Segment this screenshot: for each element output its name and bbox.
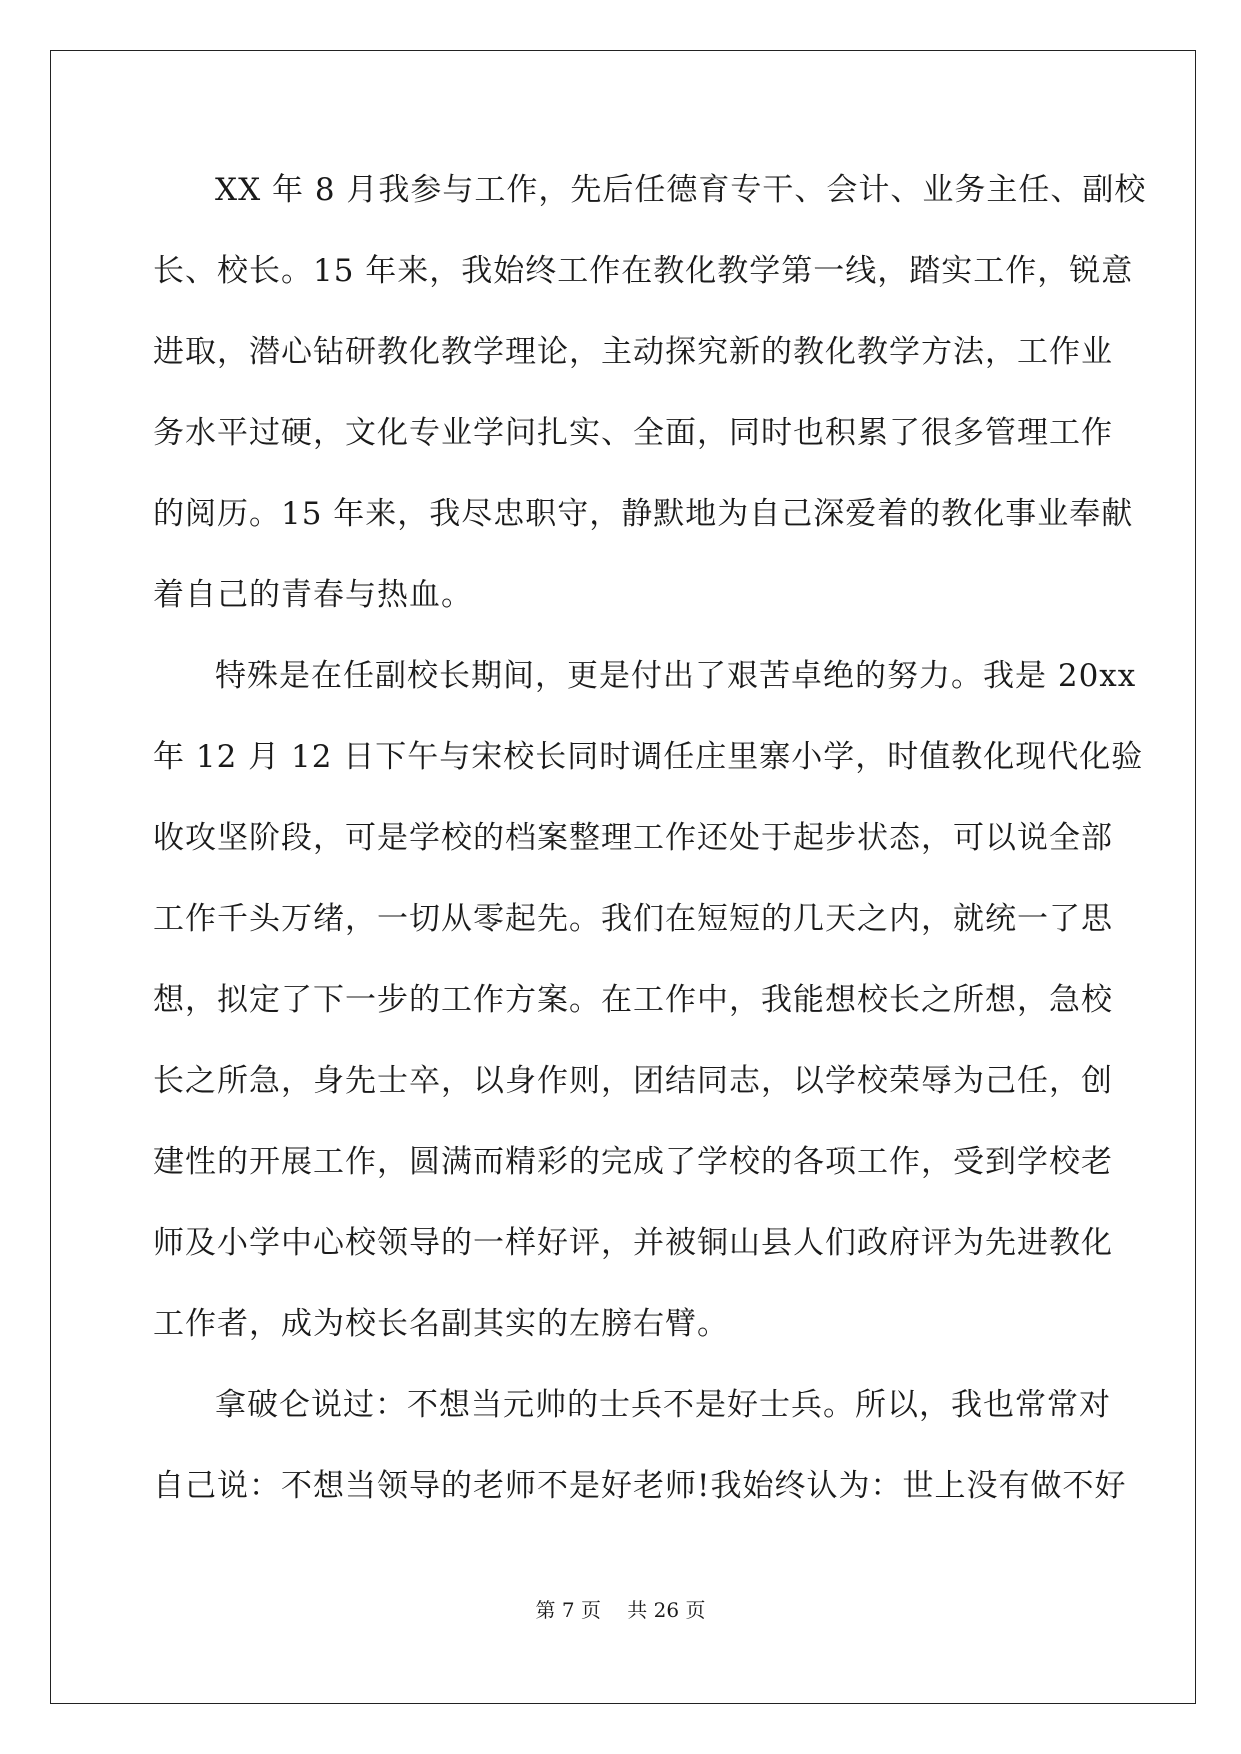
text-line: XX 年 8 月我参与工作，先后任德育专干、会计、业务主任、副校 [215, 172, 1147, 208]
text-line: 拿破仑说过：不想当元帅的士兵不是好士兵。所以，我也常常对 [215, 1387, 1111, 1423]
text-line: 收攻坚阶段，可是学校的档案整理工作还处于起步状态，可以说全部 [153, 820, 1113, 856]
paragraph-2 [153, 646, 1144, 1375]
text-line: 着自己的青春与热血。 [153, 577, 473, 613]
text-line: 务水平过硬，文化专业学问扎实、全面，同时也积累了很多管理工作 [153, 415, 1113, 451]
text-line: 工作千头万绪，一切从零起先。我们在短短的几天之内，就统一了思 [153, 901, 1113, 937]
text-line: 的阅历。15 年来，我尽忠职守，静默地为自己深爱着的教化事业奉献 [153, 496, 1134, 532]
text-line: 师及小学中心校领导的一样好评，并被铜山县人们政府评为先进教化 [153, 1225, 1113, 1261]
paragraph-3 [153, 1375, 1127, 1537]
text-line: 自己说：不想当领导的老师不是好老师!我始终认为：世上没有做不好 [153, 1468, 1127, 1504]
text-line: 长之所急，身先士卒，以身作则，团结同志，以学校荣辱为己任，创 [153, 1063, 1113, 1099]
text-line: 年 12 月 12 日下午与宋校长同时调任庄里寨小学，时值教化现代化验 [153, 739, 1144, 775]
text-line: 进取，潜心钻研教化教学理论，主动探究新的教化教学方法，工作业 [153, 334, 1113, 370]
text-line: 工作者，成为校长名副其实的左膀右臂。 [153, 1306, 729, 1342]
paragraph-1 [153, 160, 1147, 646]
text-line: 特殊是在任副校长期间，更是付出了艰苦卓绝的努力。我是 20xx [215, 658, 1137, 694]
text-line: 想，拟定了下一步的工作方案。在工作中，我能想校长之所想，急校 [153, 982, 1113, 1018]
text-line: 长、校长。15 年来，我始终工作在教化教学第一线，踏实工作，锐意 [153, 253, 1134, 289]
text-line: 建性的开展工作，圆满而精彩的完成了学校的各项工作，受到学校老 [153, 1144, 1113, 1180]
document-body [153, 160, 1147, 1537]
page-number-footer: 第 7 页 共 26 页 [535, 1598, 706, 1622]
